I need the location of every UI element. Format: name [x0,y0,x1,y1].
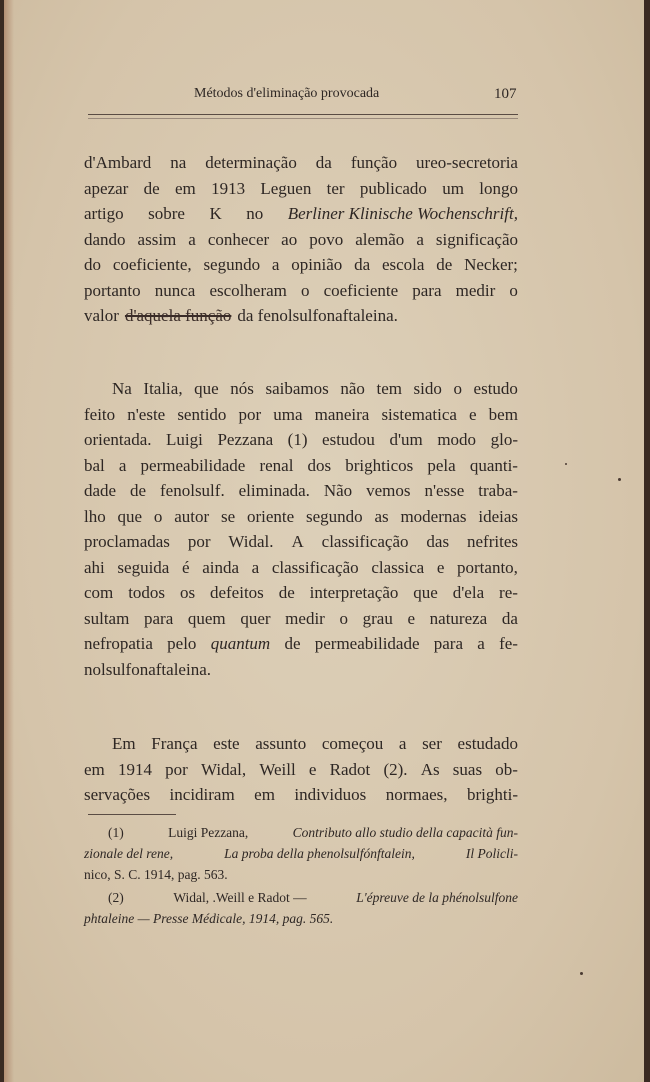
text-line: feito n'este sentido por uma maneira sistematica e bem [84,404,518,424]
struck-text: d'aquela função [124,306,232,325]
text-line: valor d'aquela função da fenolsulfonaftaleina. [84,303,518,329]
header-rule-secondary [88,118,518,119]
text-line: servações incidiram em individuos normaes, brighti- [84,785,518,804]
text-line: bal a permeabilidade renal dos brighticos pela quanti- [84,455,518,475]
paper-speck [580,972,583,975]
paragraph-2 [84,376,518,682]
text-line: em 1914 por Widal, Weill e Radot (2). As suas ob- [84,759,518,779]
text-line: nolsulfonaftaleina. [84,659,211,679]
paragraph-3 [84,731,518,808]
text-line: dade de fenolsulf. eliminada. Não vemos n'esse traba- [84,481,518,500]
footnotes [84,822,518,929]
text-line: lho que o autor se oriente segundo as modernas ideias [84,506,518,526]
text-line: orientada. Luigi Pezzana (1) estudou d'um modo glo- [84,430,518,449]
text-line: proclamadas por Widal. A classificação das nefrites [84,532,518,551]
text-line: portanto nunca escolheram o coeficiente para medir o [84,280,518,300]
paper-speck [565,463,567,465]
text-line: do coeficiente, segundo a opinião da escola de Necker; [84,255,518,274]
book-page [4,0,644,1082]
text-line: dando assim a conhecer ao povo alemão a significação [84,229,518,249]
text-line: sultam para quem quer medir o grau e natureza da [84,608,518,628]
text-line: apezar de em 1913 Leguen ter publicado um longo [84,178,518,198]
page-number: 107 [494,86,517,102]
footnote-1-line: nico, S. C. 1914, pag. 563. [84,867,228,882]
text-line: com todos os defeitos de interpretação que d'ela re- [84,583,518,602]
text-line: Na Italia, que nós saibamos não tem sido o estudo [112,379,518,398]
text-line: ahi seguida é ainda a classificação classica e portanto, [84,557,518,577]
text-line: Em França este assunto começou a ser estudado [112,734,518,753]
footnote-rule [88,814,176,815]
journal-title: Berliner Klinische Wochenschrift, [287,204,518,223]
paragraph-1 [84,150,518,329]
running-head-title: Métodos d'eliminação provocada [194,86,380,101]
italic-term: quantum [210,634,271,653]
text-line: artigo sobre K no Berliner Klinische Wochenschrift, [84,201,518,227]
header-rule [88,114,518,115]
running-head [4,86,644,108]
text-line: nefropatia pelo quantum de permeabilidade para a fe- [84,631,518,657]
paper-speck [618,478,621,481]
text-line: d'Ambard na determinação da função ureo-secretoria [84,153,518,172]
footnote-2-line: (2) Widal, .Weill e Radot — L'épreuve de la phénolsulfone [108,890,518,905]
footnote-1-line: (1) Luigi Pezzana, Contributo allo studio della capacità fun- [108,825,518,840]
footnote-2-line: phtaleine — Presse Médicale, 1914, pag. 565. [84,911,334,926]
footnote-1-line: zionale del rene, La proba della phenolsulfónftalein, Il Policli- [84,846,518,861]
